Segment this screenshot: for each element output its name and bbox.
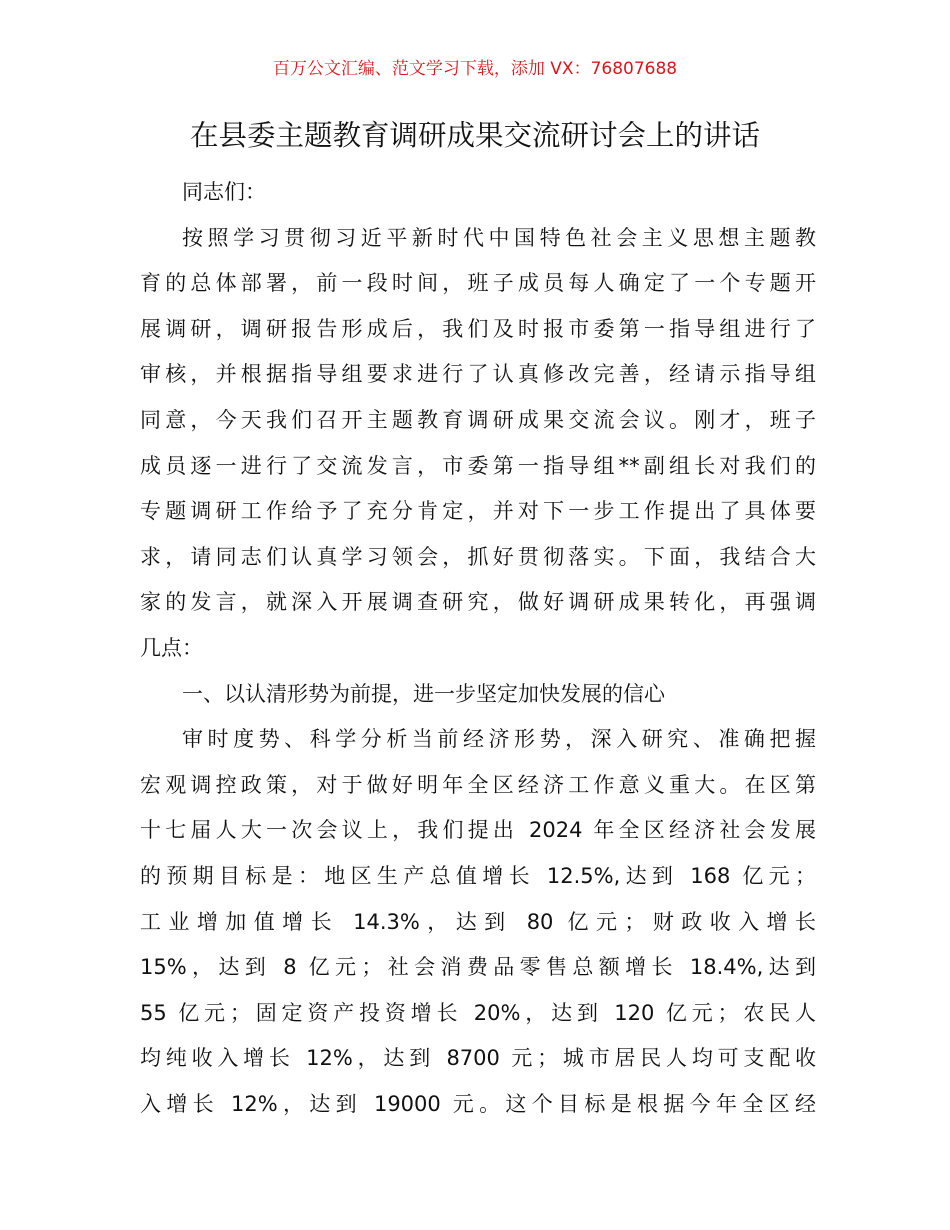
paragraph-line: 的预期目标是：地区生产总值增长 12.5%,达到 168 亿元； (140, 863, 816, 888)
watermark-header: 百万公文汇编、范文学习下载，添加 VX：76807688 (272, 59, 678, 79)
paragraph-line: 成员逐一进行了交流发言，市委第一指导组**副组长对我们的 (140, 453, 816, 478)
paragraph-line: 展调研，调研报告形成后，我们及时报市委第一指导组进行了 (140, 316, 816, 341)
paragraph-line: 几点： (140, 635, 203, 660)
section1-paragraph (140, 717, 816, 1127)
paragraph-line: 专题调研工作给予了充分肯定，并对下一步工作提出了具体要 (140, 499, 816, 524)
paragraph-line: 育的总体部署，前一段时间，班子成员每人确定了一个专题开 (140, 271, 816, 296)
paragraph-line: 工业增加值增长 14.3%，达到 80 亿元；财政收入增长 (140, 909, 816, 934)
document-body (140, 170, 816, 1127)
paragraph-line: 家的发言，就深入开展调查研究，做好调研成果转化，再强调 (140, 590, 816, 615)
paragraph-line: 均纯收入增长 12%，达到 8700 元；城市居民人均可支配收 (140, 1046, 816, 1071)
intro-paragraph (140, 216, 816, 672)
salutation: 同志们： (182, 180, 266, 204)
document-title: 在县委主题教育调研成果交流研讨会上的讲话 (189, 119, 760, 152)
section-heading: 一、以认清形势为前提，进一步坚定加快发展的信心 (182, 681, 665, 706)
paragraph-line: 审时度势、科学分析当前经济形势，深入研究、准确把握 (182, 727, 816, 752)
paragraph-line: 按照学习贯彻习近平新时代中国特色社会主义思想主题教 (182, 225, 816, 250)
paragraph-line: 同意，今天我们召开主题教育调研成果交流会议。刚才，班子 (140, 407, 816, 432)
paragraph-line: 15%，达到 8 亿元；社会消费品零售总额增长 18.4%,达到 (140, 955, 816, 980)
paragraph-line: 55 亿元；固定资产投资增长 20%，达到 120 亿元；农民人 (140, 1000, 816, 1025)
paragraph-line: 宏观调控政策，对于做好明年全区经济工作意义重大。在区第 (140, 772, 816, 797)
paragraph-line: 入增长 12%，达到 19000 元。这个目标是根据今年全区经 (140, 1091, 816, 1116)
paragraph-line: 求，请同志们认真学习领会，抓好贯彻落实。下面，我结合大 (140, 544, 816, 569)
paragraph-line: 十七届人大一次会议上，我们提出 2024 年全区经济社会发展 (140, 818, 816, 843)
paragraph-line: 审核，并根据指导组要求进行了认真修改完善，经请示指导组 (140, 362, 816, 387)
